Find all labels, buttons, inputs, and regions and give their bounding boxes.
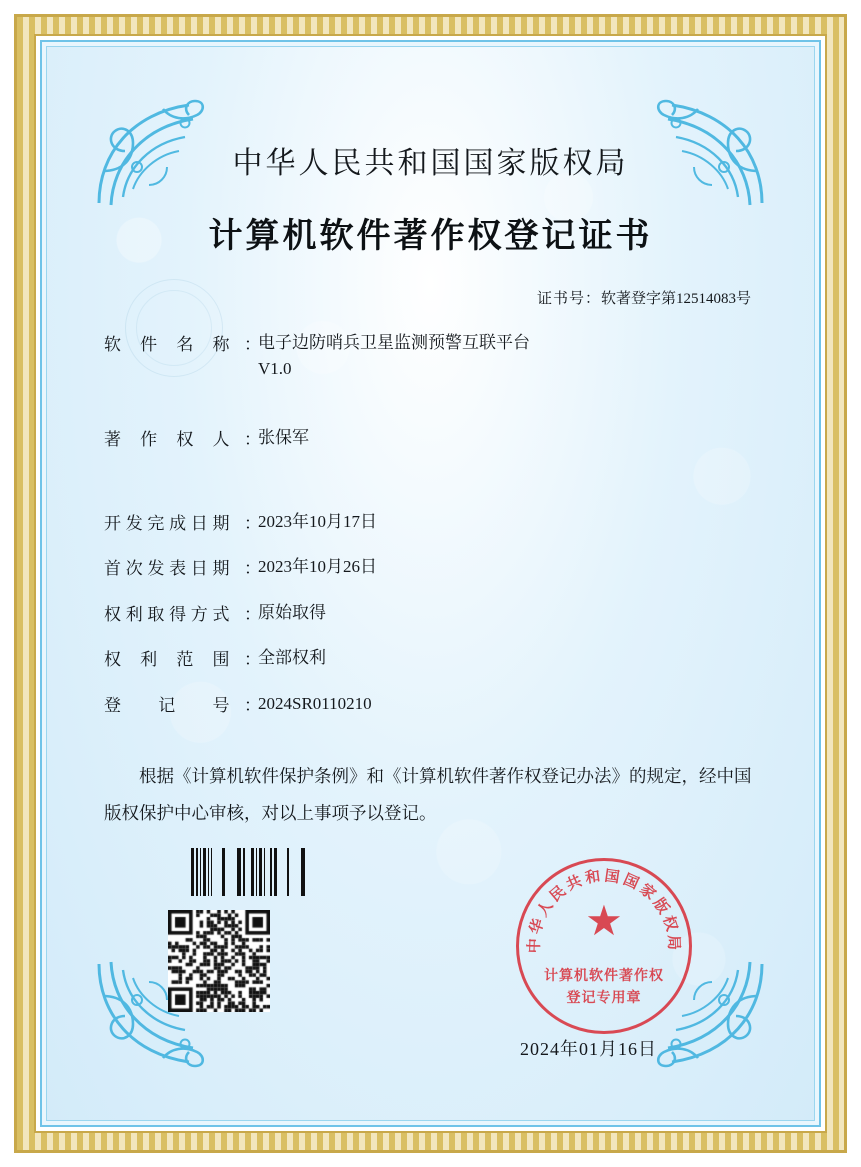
field-rights-scope: [104, 645, 757, 671]
field-label: 权利取得方式: [104, 604, 230, 624]
official-seal: 中华人民共和国国家版权局 ★ 计算机软件著作权 登记专用章: [516, 858, 692, 1034]
field-label: 软件名称: [104, 335, 230, 354]
field-label: 著作权人: [104, 430, 230, 449]
certificate-number-value: 软著登字第12514083号: [600, 291, 751, 307]
certificate-number-row: [104, 287, 757, 308]
field-rights-acquisition: [104, 600, 757, 626]
field-registration-number: [104, 691, 757, 717]
field-value: 2024SR0110210: [258, 693, 372, 713]
field-colon: ：: [244, 650, 261, 669]
field-colon: ：: [244, 559, 261, 578]
field-copyright-owner: [104, 425, 757, 451]
field-colon: ：: [244, 430, 261, 449]
certificate-content: [46, 46, 815, 1121]
barcode: [172, 848, 312, 896]
field-first-publish-date: [104, 554, 757, 580]
field-value: 2023年10月26日: [258, 557, 377, 576]
field-value: [258, 330, 757, 381]
qr-code: [168, 910, 270, 1012]
legal-statement: 根据《计算机软件保护条例》和《计算机软件著作权登记办法》的规定，经中国版权保护中心审核，对以上事项予以登记。: [104, 766, 752, 823]
field-value: 原始取得: [258, 602, 326, 622]
certificate-number-label: 证书号：: [536, 291, 601, 307]
issue-date: 2024年01月16日: [520, 1039, 657, 1059]
field-colon: ：: [244, 604, 261, 624]
document-title: 计算机软件著作权登记证书: [208, 218, 653, 255]
software-name-line1: 电子边防哨兵卫星监测预警互联平台: [258, 333, 530, 352]
svg-text:中华人民共和国国家版权局: 中华人民共和国国家版权局: [526, 868, 682, 954]
field-software-name: [104, 330, 757, 381]
field-colon: ：: [244, 513, 261, 533]
field-value: 张保军: [258, 428, 309, 447]
issuer-title: 中华人民共和国国家版权局: [232, 147, 629, 180]
field-label: 权利范围: [104, 650, 230, 669]
field-label: 开发完成日期: [104, 513, 230, 533]
field-value: 全部权利: [258, 648, 326, 667]
field-development-date: [104, 509, 757, 535]
field-value: 2023年10月17日: [258, 511, 377, 531]
software-name-line2: V1.0: [258, 358, 292, 378]
field-colon: ：: [244, 695, 261, 715]
seal-line-2: 登记专用章: [566, 991, 642, 1006]
field-label: 首次发表日期: [104, 559, 230, 578]
seal-line-1: 计算机软件著作权: [544, 969, 664, 984]
field-colon: ：: [244, 335, 261, 354]
field-label: 登记号: [104, 695, 230, 715]
